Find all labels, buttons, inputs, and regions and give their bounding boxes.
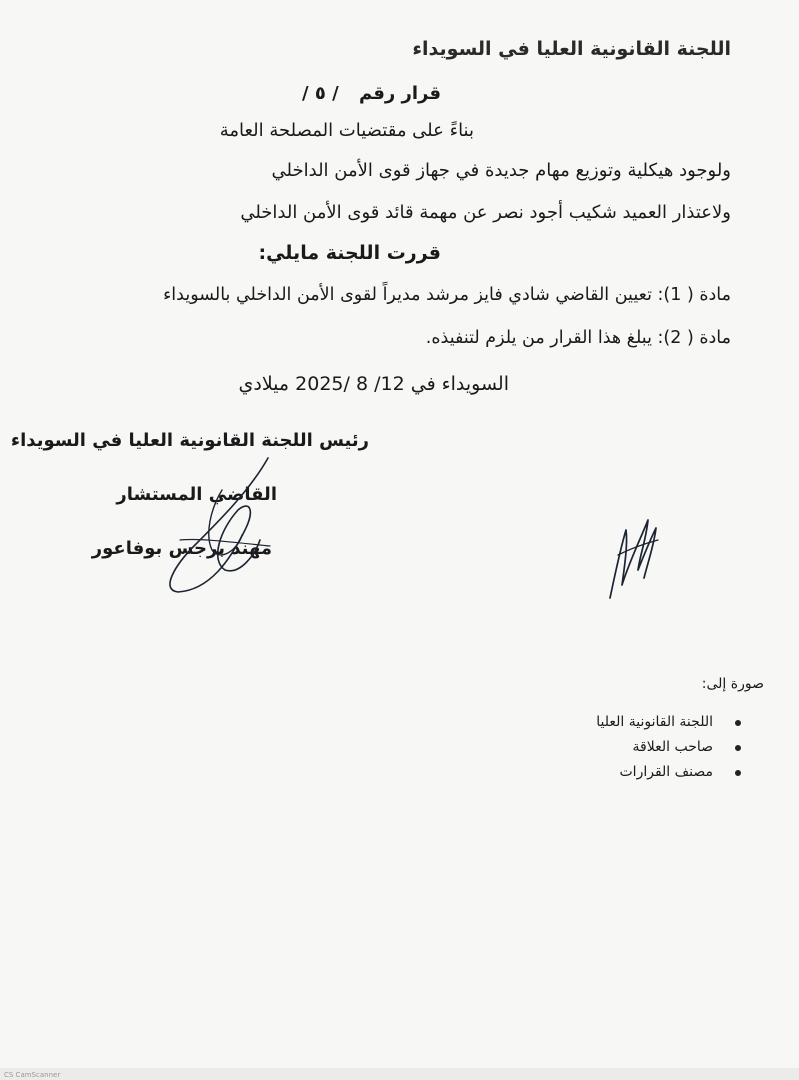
signatory-name: مهند برجس بوفاعور xyxy=(91,538,272,559)
scanner-watermark: CS CamScanner xyxy=(4,1071,61,1079)
article-1: مادة ( 1): تعيين القاضي شادي فايز مرشد مديراً لقوى الأمن الداخلي بالسويداء xyxy=(163,285,731,305)
preamble-line-2: ولوجود هيكلية وتوزيع مهام جديدة في جهاز قوى الأمن الداخلي xyxy=(271,160,731,181)
decision-number-value: / ٥ / xyxy=(301,83,339,104)
secondary-signature xyxy=(598,500,668,610)
article-2: مادة ( 2): يبلغ هذا القرار من يلزم لتنفيذه. xyxy=(425,328,731,348)
preamble-line-3: ولاعتذار العميد شكيب أجود نصر عن مهمة قائد قوى الأمن الداخلي xyxy=(240,202,731,223)
copies-label: صورة إلى: xyxy=(701,676,764,692)
copy-recipient: مصنف القرارات xyxy=(596,760,741,785)
copy-recipient: اللجنة القانونية العليا xyxy=(596,710,741,735)
bullet-icon xyxy=(735,745,741,751)
preamble-line-1: بناءً على مقتضيات المصلحة العامة xyxy=(219,120,474,141)
bullet-icon xyxy=(735,770,741,776)
scanner-footer xyxy=(0,1068,799,1080)
decision-number xyxy=(302,83,441,104)
copy-recipient: صاحب العلاقة xyxy=(596,735,741,760)
copies-list xyxy=(596,710,741,785)
judge-signature xyxy=(150,450,280,600)
decision-date: السويداء في 12/ 8 /2025 ميلادي xyxy=(238,373,509,395)
decision-heading: قررت اللجنة مايلي: xyxy=(258,242,441,264)
signatory-title: رئيس اللجنة القانونية العليا في السويداء xyxy=(10,430,369,451)
committee-header: اللجنة القانونية العليا في السويداء xyxy=(412,38,731,60)
signatory-role: القاضي المستشار xyxy=(116,484,277,505)
decision-label: قرار رقم xyxy=(358,83,441,104)
bullet-icon xyxy=(735,720,741,726)
